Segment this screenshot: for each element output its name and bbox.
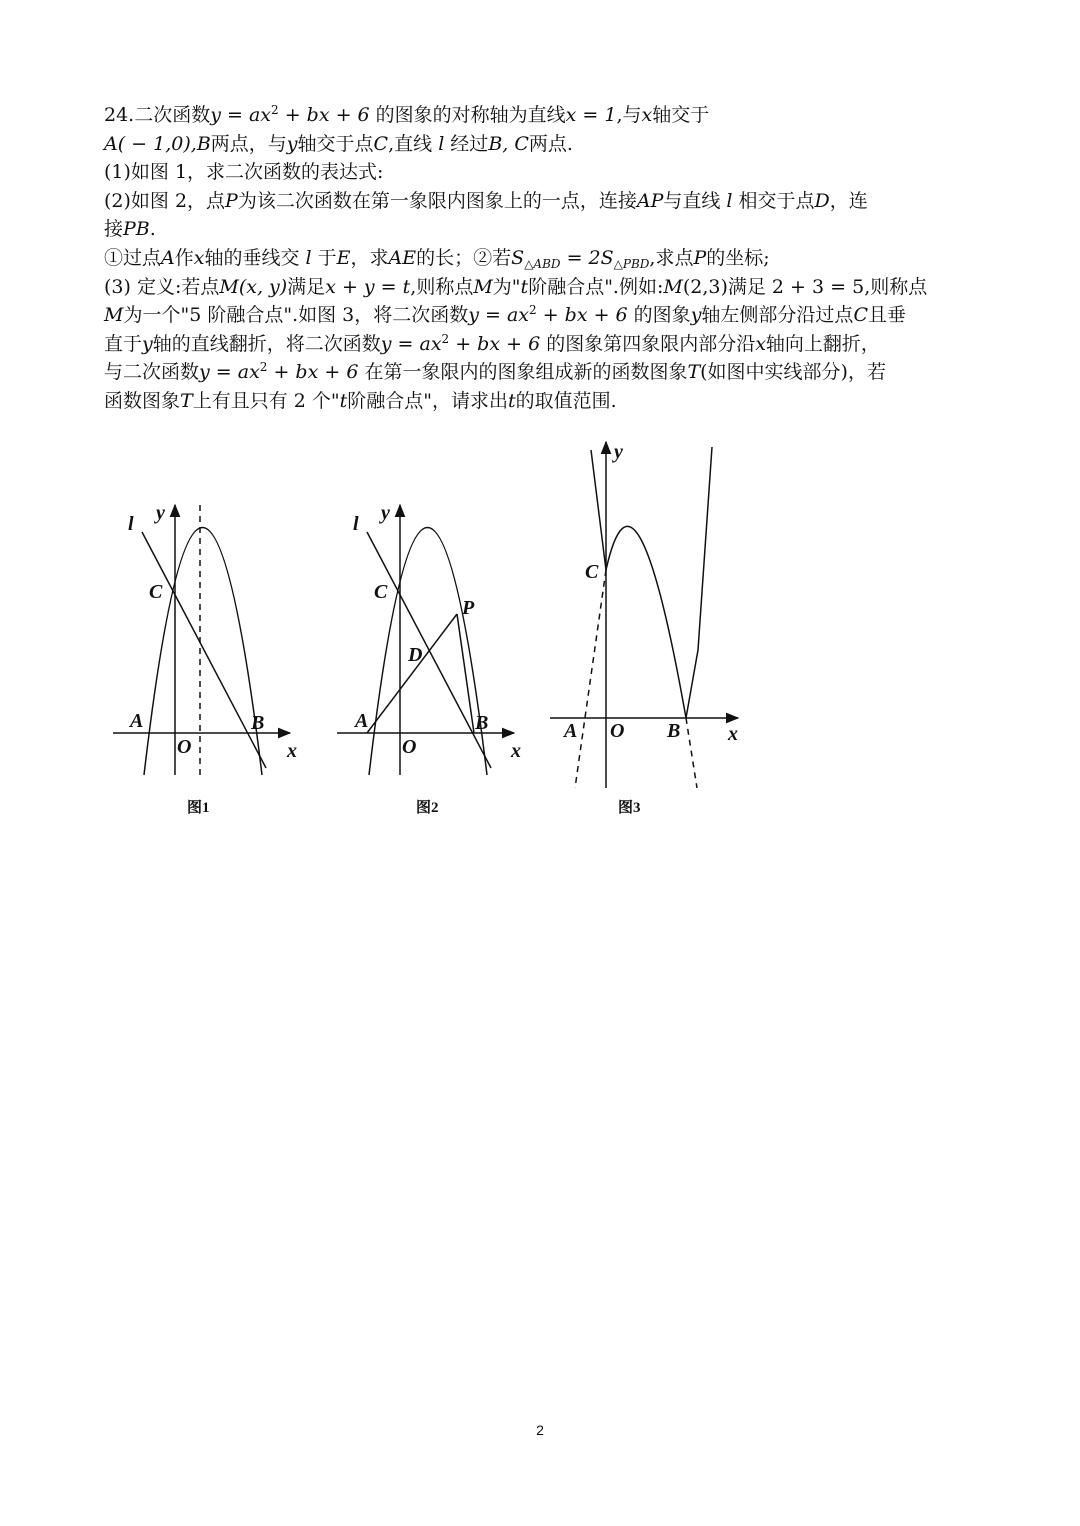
t: 的长；②若 — [416, 246, 512, 269]
m: x — [755, 332, 766, 355]
math-bc: B, C — [488, 132, 529, 155]
m: AP — [636, 189, 664, 212]
t: 作 — [174, 246, 194, 269]
stem-text: 经过 — [444, 132, 489, 155]
t: 的图象第四象限内部分沿 — [540, 332, 756, 355]
t: 上有且只有 2 个" — [192, 389, 340, 412]
t: . — [149, 218, 156, 241]
m: + bx + 6 — [449, 332, 541, 355]
m: y — [142, 332, 153, 355]
t: 为" — [492, 275, 521, 298]
m: 2 — [441, 331, 450, 346]
t: ，连 — [829, 189, 868, 212]
math-c: C — [373, 132, 389, 155]
label-B: B — [251, 712, 265, 734]
label-C: C — [374, 581, 388, 603]
m: C — [853, 304, 868, 327]
t: 于 — [311, 246, 337, 269]
m: + bx + 6 — [267, 361, 359, 384]
m: P — [693, 246, 707, 269]
label-O: O — [610, 720, 625, 742]
t: 接 — [104, 218, 124, 241]
t: ①过点 — [104, 246, 162, 269]
stem-text: 轴交于点 — [297, 132, 374, 155]
m: △PBD — [613, 256, 650, 271]
label-D: D — [408, 644, 423, 666]
t: 与二次函数 — [104, 361, 200, 384]
m: y = ax — [468, 304, 530, 327]
math-b: B — [196, 132, 211, 155]
reflected-left-branch — [591, 450, 606, 570]
m: T — [687, 361, 701, 384]
t: 阶融合点"，请求出 — [347, 389, 509, 412]
label-O: O — [177, 736, 192, 758]
m: S — [600, 246, 614, 269]
m: E — [336, 246, 351, 269]
m: AE — [388, 246, 417, 269]
label-x: x — [287, 740, 297, 762]
stem-text: ,与 — [616, 104, 642, 126]
label-A: A — [130, 710, 144, 732]
math-eq: = ax — [220, 104, 272, 126]
stem-text: 轴交于 — [652, 104, 710, 126]
t: 与直线 — [663, 189, 727, 212]
m: M — [663, 275, 683, 298]
math-axis: x = 1 — [565, 104, 617, 126]
original-left-branch-dashed — [575, 570, 606, 788]
m: t — [508, 389, 516, 412]
math-point-a: A( − 1,0), — [104, 132, 197, 155]
m: M(x, y) — [219, 275, 288, 298]
label-C: C — [149, 581, 163, 603]
label-x: x — [728, 723, 738, 745]
t: ，求 — [350, 246, 389, 269]
math-x: x — [641, 104, 653, 126]
m: + bx + 6 — [536, 304, 628, 327]
t: (2)如图 2，点 — [104, 189, 226, 212]
label-P: P — [462, 597, 475, 619]
m: l — [726, 189, 733, 212]
parabola — [144, 528, 265, 776]
label-A: A — [564, 720, 578, 742]
parabola-first-quadrant — [606, 526, 686, 718]
m: y = ax — [380, 332, 442, 355]
label-l: l — [128, 513, 134, 535]
label-B: B — [475, 712, 489, 734]
t: 为该二次函数在第一象限内图象上的一点，连接 — [237, 189, 637, 212]
problem-number: 24. — [104, 104, 135, 126]
stem-text: 两点，与 — [210, 132, 287, 155]
segment-AP — [367, 614, 457, 733]
label-O: O — [402, 736, 417, 758]
t: 为一个"5 阶融合点".如图 3，将二次函数 — [123, 304, 469, 327]
t: 在第一象限内的图象组成新的函数图象 — [358, 361, 688, 384]
label-y: y — [156, 502, 165, 524]
t: 函数图象 — [104, 389, 181, 412]
m: S — [511, 246, 525, 269]
page-number: 2 — [536, 1422, 544, 1438]
m: t — [339, 389, 348, 412]
t: 轴向上翻折， — [765, 332, 880, 355]
t: 的取值范围. — [515, 389, 617, 412]
t: 且垂 — [867, 304, 906, 327]
m: D — [814, 189, 830, 212]
caption-fig2: 图2 — [416, 800, 439, 816]
math-l: l — [438, 132, 445, 155]
figure-2 — [337, 502, 521, 816]
t: 的坐标; — [706, 246, 770, 269]
t: 直于 — [104, 332, 143, 355]
m: y = ax — [199, 361, 260, 384]
m: 2 — [529, 303, 537, 318]
label-l: l — [353, 513, 359, 535]
t: 轴左侧部分沿过点 — [701, 304, 854, 327]
t: (如图中实线部分)，若 — [700, 361, 886, 384]
m: y — [690, 304, 702, 327]
t: 相交于点 — [732, 189, 815, 212]
stem-text: ,直线 — [388, 132, 439, 155]
math-exponent: 2 — [271, 103, 279, 117]
t: 阶融合点".例如: — [528, 275, 664, 298]
label-C: C — [585, 561, 599, 583]
figure-1 — [113, 502, 297, 816]
t: ,则称点 — [410, 275, 474, 298]
m: P — [225, 189, 238, 212]
t: 轴的直线翻折，将二次函数 — [152, 332, 381, 355]
stem-text: 两点. — [528, 132, 573, 155]
math-eq-rest: + bx + 6 — [278, 104, 370, 126]
m: = 2 — [560, 246, 601, 269]
math-y: y — [286, 132, 298, 155]
original-fourth-quadrant-dashed — [686, 718, 697, 788]
caption-fig3: 图3 — [618, 800, 641, 816]
m: 2 — [259, 360, 268, 375]
m: M — [104, 304, 124, 327]
t: 满足 — [287, 275, 326, 298]
m: x — [193, 246, 205, 269]
reflected-fourth-quadrant — [686, 447, 712, 718]
label-y: y — [614, 441, 623, 463]
m: △ABD — [524, 256, 561, 271]
m: t — [520, 275, 529, 298]
m: M — [473, 275, 493, 298]
t: (2,3)满足 2 + 3 = 5,则称点 — [682, 275, 928, 298]
m: l — [305, 246, 312, 269]
math-y: y — [210, 104, 221, 126]
part-1: (1)如图 1，求二次函数的表达式: — [104, 161, 384, 184]
label-x: x — [511, 740, 521, 762]
m: A — [161, 246, 175, 269]
stem-text: 的图象的对称轴为直线 — [369, 104, 566, 126]
stem-text: 二次函数 — [134, 104, 211, 126]
t: 轴的垂线交 — [204, 246, 306, 269]
label-A: A — [355, 710, 369, 732]
label-B: B — [667, 720, 681, 742]
t: ,求点 — [649, 246, 694, 269]
caption-fig1: 图1 — [187, 800, 210, 816]
t: (3) 定义:若点 — [104, 275, 220, 298]
m: x + y = t — [325, 275, 411, 298]
t: 的图象 — [627, 304, 691, 327]
m: PB — [123, 218, 150, 241]
figure-3 — [550, 441, 738, 816]
label-y: y — [381, 502, 390, 524]
m: T — [180, 389, 193, 412]
